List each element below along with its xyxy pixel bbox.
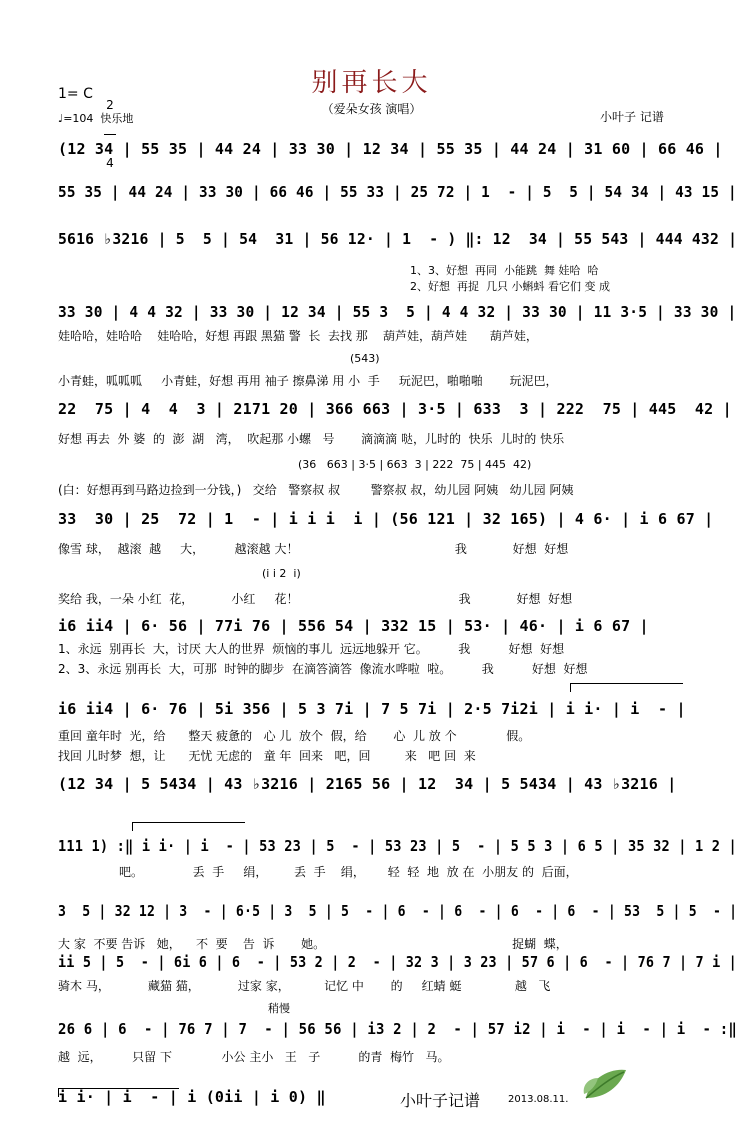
- notation-line: 33 30 | 4 4 32 | 33 30 | 12 34 | 55 3 5 | 4 4 32 | 33 30 | 11 3·5 | 33 30 |: [58, 303, 737, 321]
- notation-line: i6 ii4 | 6· 56 | 77i 76 | 556 54 | 332 15 | 53· | 46· | i 6 67 |: [58, 617, 649, 635]
- lyric-line: (白：好想再到马路边捡到一分钱，) 交给 警察叔 叔 警察叔 叔，幼儿园 阿姨 幼儿园 阿姨: [58, 483, 574, 497]
- time-signature: [104, 78, 116, 180]
- annotation-line: (543): [350, 352, 380, 365]
- lyric-line: 好想 再去 外 婆 的 澎 湖 湾， 吹起那 小螺 号 滴滴滴 哒，儿时的 快乐 儿时的 快乐: [58, 432, 565, 446]
- volta-bracket-3: [58, 1088, 179, 1097]
- annotation-line: 2、好想 再捉 几只 小蝌蚪 看它们 变 成: [410, 280, 610, 293]
- volta-bracket-1: [570, 683, 683, 692]
- key-signature: 1= C: [58, 86, 93, 102]
- notation-line: i6 ii4 | 6· 76 | 5i 356 | 5 3 7i | 7 5 7i | 2·5 7i2i | i i· | i - |: [58, 700, 686, 718]
- notation-line: 55 35 | 44 24 | 33 30 | 66 46 | 55 33 | 25 72 | 1 - | 5 5 | 54 34 | 43 15 |: [58, 183, 737, 201]
- annotation-line: 稍慢: [268, 1002, 290, 1015]
- page-title: 别再长大: [311, 68, 432, 98]
- annotation-line: (36 663 | 3·5 | 663 3 | 222 75 | 445 42): [298, 458, 532, 471]
- notation-line: i i· | i - | i (0ii | i 0) ‖: [58, 1088, 326, 1106]
- notation-line: 111 1) :‖ i i· | i - | 53 23 | 5 - | 53 23 | 5 - | 5 5 3 | 6 5 | 35 32 | 1 2 |: [58, 837, 737, 855]
- annotation-line: (i i 2 i): [262, 567, 301, 580]
- notation-line: 5616 ♭3216 | 5 5 | 54 31 | 56 12· | 1 - ) ‖: 12 34 | 55 543 | 444 432 |: [58, 230, 738, 248]
- time-divider: [104, 134, 116, 135]
- lyric-line: 越 远， 只留 下 小公 主小 王 子 的青 梅竹 马。: [58, 1050, 450, 1064]
- time-bottom: 4: [106, 156, 114, 170]
- lyric-line: 娃哈哈，娃哈哈 娃哈哈，好想 再跟 黑猫 警 长 去找 那 葫芦娃，葫芦娃 葫芦娃，: [58, 329, 538, 343]
- lyric-line: 找回 儿时梦 想，让 无忧 无虑的 童 年 回来 吧，回 来 吧 回 来: [58, 749, 476, 763]
- lyric-line: 重回 童年时 光，给 整天 疲惫的 心 儿 放个 假，给 心 儿 放 个 假。: [58, 729, 531, 743]
- lyric-line: 大 家 不要 告诉 她， 不 要 告 诉 她。 捉蝴 蝶，: [58, 937, 568, 951]
- annotation-line: 1、3、好想 再同 小能跳 舞 娃哈 哈: [410, 264, 599, 277]
- volta-bracket-2: [132, 822, 245, 831]
- page-subtitle: （爱朵女孩 演唱）: [321, 102, 422, 116]
- time-top: 2: [106, 98, 114, 112]
- lyric-line: 小青蛙，呱呱呱 小青蛙，好想 再用 袖子 擦鼻涕 用 小 手 玩泥巴，啪啪啪 玩泥巴，: [58, 374, 558, 388]
- notation-line: 33 30 | 25 72 | 1 - | i i i i | (56 121 | 32 165) | 4 6· | i 6 67 |: [58, 510, 714, 528]
- lyric-line: 吧。 丢 手 绢， 丢 手 绢， 轻 轻 地 放 在 小朋友 的 后面，: [58, 865, 578, 879]
- notation-line: ii 5 | 5 - | 6i 6 | 6 - | 53 2 | 2 - | 32 3 | 3 23 | 57 6 | 6 - | 76 7 | 7 i |: [58, 953, 737, 971]
- notation-line: (12 34 | 5 5434 | 43 ♭3216 | 2165 56 | 12 34 | 5 5434 | 43 ♭3216 |: [58, 775, 677, 793]
- notation-line: 26 6 | 6 - | 76 7 | 7 - | 56 56 | i3 2 | 2 - | 57 i2 | i - | i - | i - :‖: [58, 1020, 737, 1038]
- leaf-icon: [580, 1064, 630, 1108]
- lyric-line: 奖给 我，一朵 小红 花， 小红 花！ 我 好想 好想: [58, 592, 573, 606]
- signature-date: 2013.08.11.: [508, 1094, 569, 1105]
- transcriber-credit: 小叶子 记谱: [600, 110, 664, 124]
- signature: 小叶子记谱: [400, 1091, 481, 1110]
- tempo-marking: ♩=104 快乐地: [58, 112, 134, 125]
- notation-line: 22 75 | 4 4 3 | 2171 20 | 366 663 | 3·5 | 633 3 | 222 75 | 445 42 |: [58, 400, 732, 418]
- lyric-line: 骑木 马， 藏猫 猫， 过家 家， 记忆 中 的 红蜻 蜓 越 飞: [58, 979, 551, 993]
- lyric-line: 1、永远 别再长 大，讨厌 大人的世界 烦恼的事儿 远远地躲开 它。 我 好想 好想: [58, 642, 565, 656]
- notation-line: 3 5 | 32 12 | 3 - | 6·5 | 3 5 | 5 - | 6 - | 6 - | 6 - | 6 - | 53 5 | 5 - |: [58, 902, 738, 920]
- lyric-line: 像雪 球， 越滚 越 大， 越滚越 大！ 我 好想 好想: [58, 542, 569, 556]
- lyric-line: 2、3、永远 别再长 大，可那 时钟的脚步 在滴答滴答 像流水哗啦 啦。 我 好想 好想: [58, 662, 588, 676]
- notation-line: (12 34 | 55 35 | 44 24 | 33 30 | 12 34 | 55 35 | 44 24 | 31 60 | 66 46 |: [58, 140, 723, 158]
